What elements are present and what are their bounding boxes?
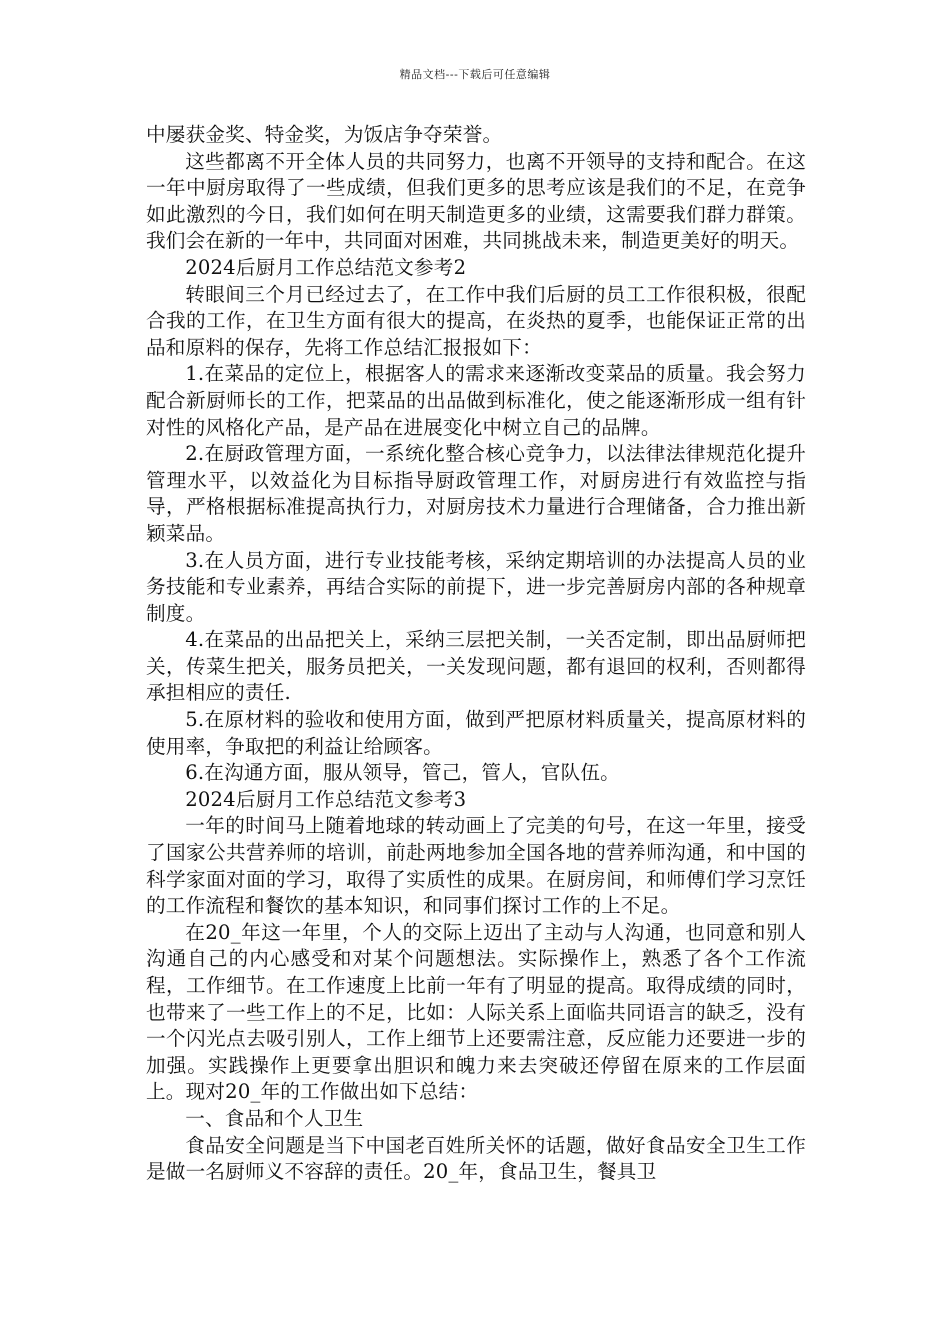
document-body <box>146 122 806 1186</box>
section-heading: 2024后厨月工作总结范文参考2 <box>185 255 467 279</box>
paragraph: 中屡获金奖、特金奖，为饭店争夺荣誉。 <box>146 123 503 146</box>
list-item: 6.在沟通方面，服从领导，管己，管人，官队伍。 <box>185 761 620 785</box>
paragraph: 一年的时间马上随着地球的转动画上了完美的句号，在这一年里，接受了国家公共营养师的培训，前赴两地参加全国各地的营养师沟通，和中国的科学家面对面的学习，取得了实质性的成果。在厨房间，和师傅们学习烹饪的工作流程和餐饮的基本知识，和同事们探讨工作的上不足。 <box>146 814 806 918</box>
subsection-heading: 一、食品和个人卫生 <box>185 1106 364 1130</box>
paragraph: 在20_年这一年里，个人的交际上迈出了主动与人沟通，也同意和别人沟通自己的内心感受和对某个问题想法。实际操作上，熟悉了各个工作流程，工作细节。在工作速度上比前一年有了明显的提高。取得成绩的同时，也带来了一些工作上的不足，比如：人际关系上面临共同语言的缺乏，没有一个闪光点去吸引别人，工作上细节上还要需注意，反应能力还要进一步的加强。实践操作上更要拿出胆识和魄力来去突破还停留在原来的工作层面上。现对20_年的工作做出如下总结： <box>146 920 806 1104</box>
paragraph: 这些都离不开全体人员的共同努力，也离不开领导的支持和配合。在这一年中厨房取得了一些成绩，但我们更多的思考应该是我们的不足，在竞争如此激烈的今日，我们如何在明天制造更多的业绩，这需要我们群力群策。我们会在新的一年中，共同面对困难，共同挑战未来，制造更美好的明天。 <box>146 149 806 253</box>
page-header: 精品文档---下载后可任意编辑 <box>399 68 551 81</box>
paragraph: 食品安全问题是当下中国老百姓所关怀的话题，做好食品安全卫生工作是做一名厨师义不容辞的责任。20_年，食品卫生，餐具卫 <box>146 1133 806 1184</box>
list-item: 2.在厨政管理方面，一系统化整合核心竞争力，以法律法律规范化提升管理水平，以效益化为目标指导厨政管理工作，对厨房进行有效监控与指导，严格根据标准提高执行力，对厨房技术力量进行合理储备，合力推出新颖菜品。 <box>146 442 806 545</box>
section-heading: 2024后厨月工作总结范文参考3 <box>185 787 467 811</box>
list-item: 5.在原材料的验收和使用方面，做到严把原材料质量关，提高原材料的使用率，争取把的利益让给顾客。 <box>146 708 806 758</box>
paragraph: 转眼间三个月已经过去了，在工作中我们后厨的员工工作很积极，很配合我的工作，在卫生方面有很大的提高，在炎热的夏季，也能保证正常的出品和原料的保存，先将工作总结汇报报如下： <box>146 282 806 359</box>
list-item: 4.在菜品的出品把关上，采纳三层把关制，一关否定制，即出品厨师把关，传菜生把关，服务员把关，一关发现问题，都有退回的权利，否则都得承担相应的责任. <box>146 628 806 705</box>
list-item: 1.在菜品的定位上，根据客人的需求来逐渐改变菜品的质量。我会努力配合新厨师长的工作，把菜品的出品做到标准化，使之能逐渐形成一组有针对性的风格化产品，是产品在进展变化中树立自己的品牌。 <box>146 362 806 439</box>
list-item: 3.在人员方面，进行专业技能考核，采纳定期培训的办法提高人员的业务技能和专业素养，再结合实际的前提下，进一步完善厨房内部的各种规章制度。 <box>146 548 806 625</box>
